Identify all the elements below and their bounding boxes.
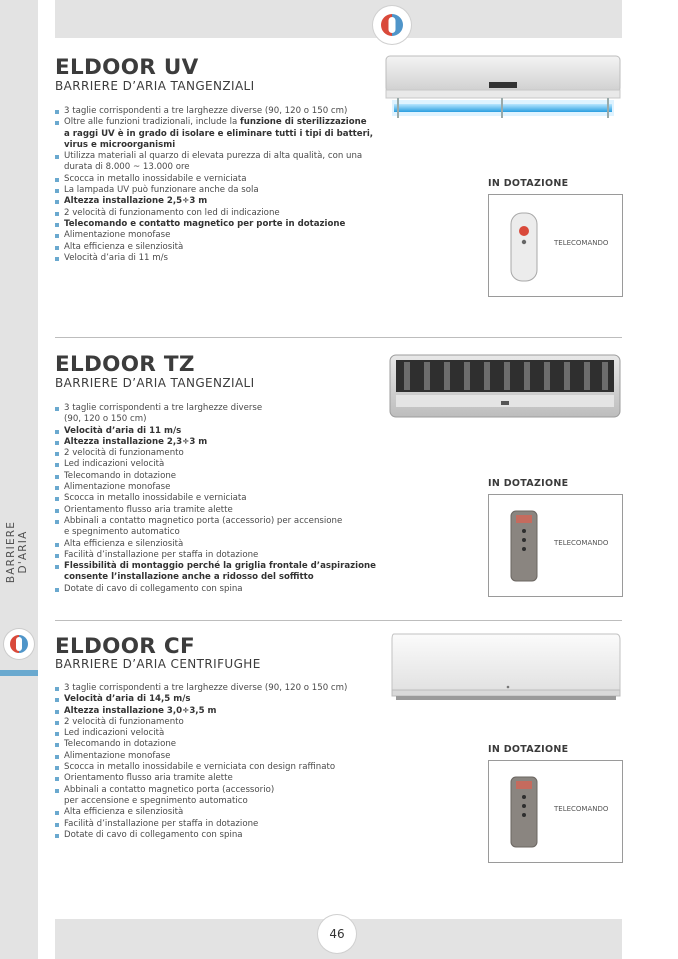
accessory-box [488, 494, 623, 597]
remote-label: TELECOMANDO [554, 239, 609, 247]
feature-item: Alta efficienza e silenziosità [55, 539, 385, 550]
feature-item-continuation: consente l’installazione anche a ridosso del soffitto [64, 572, 314, 583]
accessory-box [488, 194, 623, 297]
feature-item: Dotate di cavo di collegamento con spina [55, 830, 385, 841]
remote-control-image [509, 509, 539, 587]
feature-text: a raggi UV è in grado di isolare e eliminare tutti i tipi di batteri, [64, 128, 374, 139]
page-number: 46 [318, 915, 356, 953]
remote-control-image [509, 211, 539, 287]
feature-item: 2 velocità di funzionamento [55, 717, 385, 728]
remote-label: TELECOMANDO [554, 539, 609, 547]
feature-item: Facilità d’installazione per staffa in dotazione [55, 819, 385, 830]
remote-label: TELECOMANDO [554, 805, 609, 813]
feature-item-continuation: durata di 8.000 ~ 13.000 ore [64, 162, 190, 173]
accessory-heading: IN DOTAZIONE [488, 478, 569, 489]
product-subtitle: BARRIERE D’ARIA CENTRIFUGHE [55, 657, 261, 671]
feature-item: Abbinali a contatto magnetico porta (accessorio) [55, 785, 385, 796]
feature-item-continuation: e spegnimento automatico [64, 527, 180, 538]
feature-list [55, 683, 385, 841]
eldoor-cf-product-image [390, 632, 622, 704]
feature-item: Led indicazioni velocità [55, 728, 385, 739]
feature-item-continuation: virus e microorganismi [64, 139, 176, 150]
feature-item [55, 117, 385, 128]
top-bar [55, 0, 622, 38]
feature-item: Alimentazione monofase [55, 230, 385, 241]
feature-item: Utilizza materiali al quarzo di elevata purezza di alta qualità, con una [55, 151, 385, 162]
feature-item: 3 taglie corrispondenti a tre larghezze diverse (90, 120 o 150 cm) [55, 106, 385, 117]
thermo-badge-icon [4, 629, 34, 659]
remote-control-image [509, 775, 539, 853]
feature-item-continuation: per accensione e spegnimento automatico [64, 795, 248, 806]
feature-item: Alimentazione monofase [55, 482, 385, 493]
feature-item: Flessibilità di montaggio perché la griglia frontale d’aspirazione [55, 561, 385, 572]
feature-item: Alta efficienza e silenziosità [55, 242, 385, 253]
feature-item: Telecomando in dotazione [55, 471, 385, 482]
feature-list [55, 106, 385, 264]
feature-item: 2 velocità di funzionamento con led di indicazione [55, 208, 385, 219]
feature-item: La lampada UV può funzionare anche da sola [55, 185, 385, 196]
feature-item-continuation [55, 129, 385, 140]
feature-item: Alta efficienza e silenziosità [55, 807, 385, 818]
feature-item: Velocità d’aria di 14,5 m/s [55, 694, 385, 705]
feature-item: Altezza installazione 2,5÷3 m [55, 196, 385, 207]
feature-item: Alimentazione monofase [55, 751, 385, 762]
product-title: ELDOOR TZ [55, 352, 195, 377]
feature-list [55, 403, 385, 595]
feature-item: 3 taglie corrispondenti a tre larghezze diverse (90, 120 o 150 cm) [55, 683, 385, 694]
accessory-heading: IN DOTAZIONE [488, 744, 569, 755]
side-category-label: BARRIERE D'ARIA [5, 520, 29, 584]
product-subtitle: BARRIERE D’ARIA TANGENZIALI [55, 79, 255, 93]
feature-item-continuation: (90, 120 o 150 cm) [64, 414, 147, 425]
feature-item: Telecomando in dotazione [55, 739, 385, 750]
section-divider [55, 620, 622, 621]
feature-item: Led indicazioni velocità [55, 459, 385, 470]
product-title: ELDOOR UV [55, 55, 199, 80]
thermo-header-icon [373, 6, 411, 44]
accessory-box [488, 760, 623, 863]
feature-item: Facilità d’installazione per staffa in dotazione [55, 550, 385, 561]
eldoor-uv-product-image [384, 54, 622, 124]
product-title: ELDOOR CF [55, 634, 195, 659]
feature-bold-text: funzione di sterilizzazione [239, 117, 367, 128]
feature-item: Velocità d’aria di 11 m/s [55, 426, 385, 437]
feature-item: 3 taglie corrispondenti a tre larghezze diverse [55, 403, 385, 414]
feature-item: Orientamento flusso aria tramite alette [55, 505, 385, 516]
sidebar [0, 0, 38, 959]
feature-item: Scocca in metallo inossidabile e verniciata [55, 493, 385, 504]
feature-item: Velocità d’aria di 11 m/s [55, 253, 385, 264]
feature-item: Abbinali a contatto magnetico porta (accessorio) per accensione [55, 516, 385, 527]
feature-item: Scocca in metallo inossidabile e verniciata [55, 174, 385, 185]
feature-item: 2 velocità di funzionamento [55, 448, 385, 459]
feature-item: Telecomando e contatto magnetico per porte in dotazione [55, 219, 385, 230]
feature-item: Dotate di cavo di collegamento con spina [55, 584, 385, 595]
feature-text: Oltre alle funzioni tradizionali, include la [64, 117, 240, 128]
feature-item: Altezza installazione 3,0÷3,5 m [55, 706, 385, 717]
feature-item: Orientamento flusso aria tramite alette [55, 773, 385, 784]
product-subtitle: BARRIERE D’ARIA TANGENZIALI [55, 376, 255, 390]
section-divider [55, 337, 622, 338]
feature-item: Altezza installazione 2,3÷3 m [55, 437, 385, 448]
accessory-heading: IN DOTAZIONE [488, 178, 569, 189]
feature-item: Scocca in metallo inossidabile e verniciata con design raffinato [55, 762, 385, 773]
sidebar-accent-bar [0, 670, 38, 676]
eldoor-tz-product-image [388, 353, 622, 421]
